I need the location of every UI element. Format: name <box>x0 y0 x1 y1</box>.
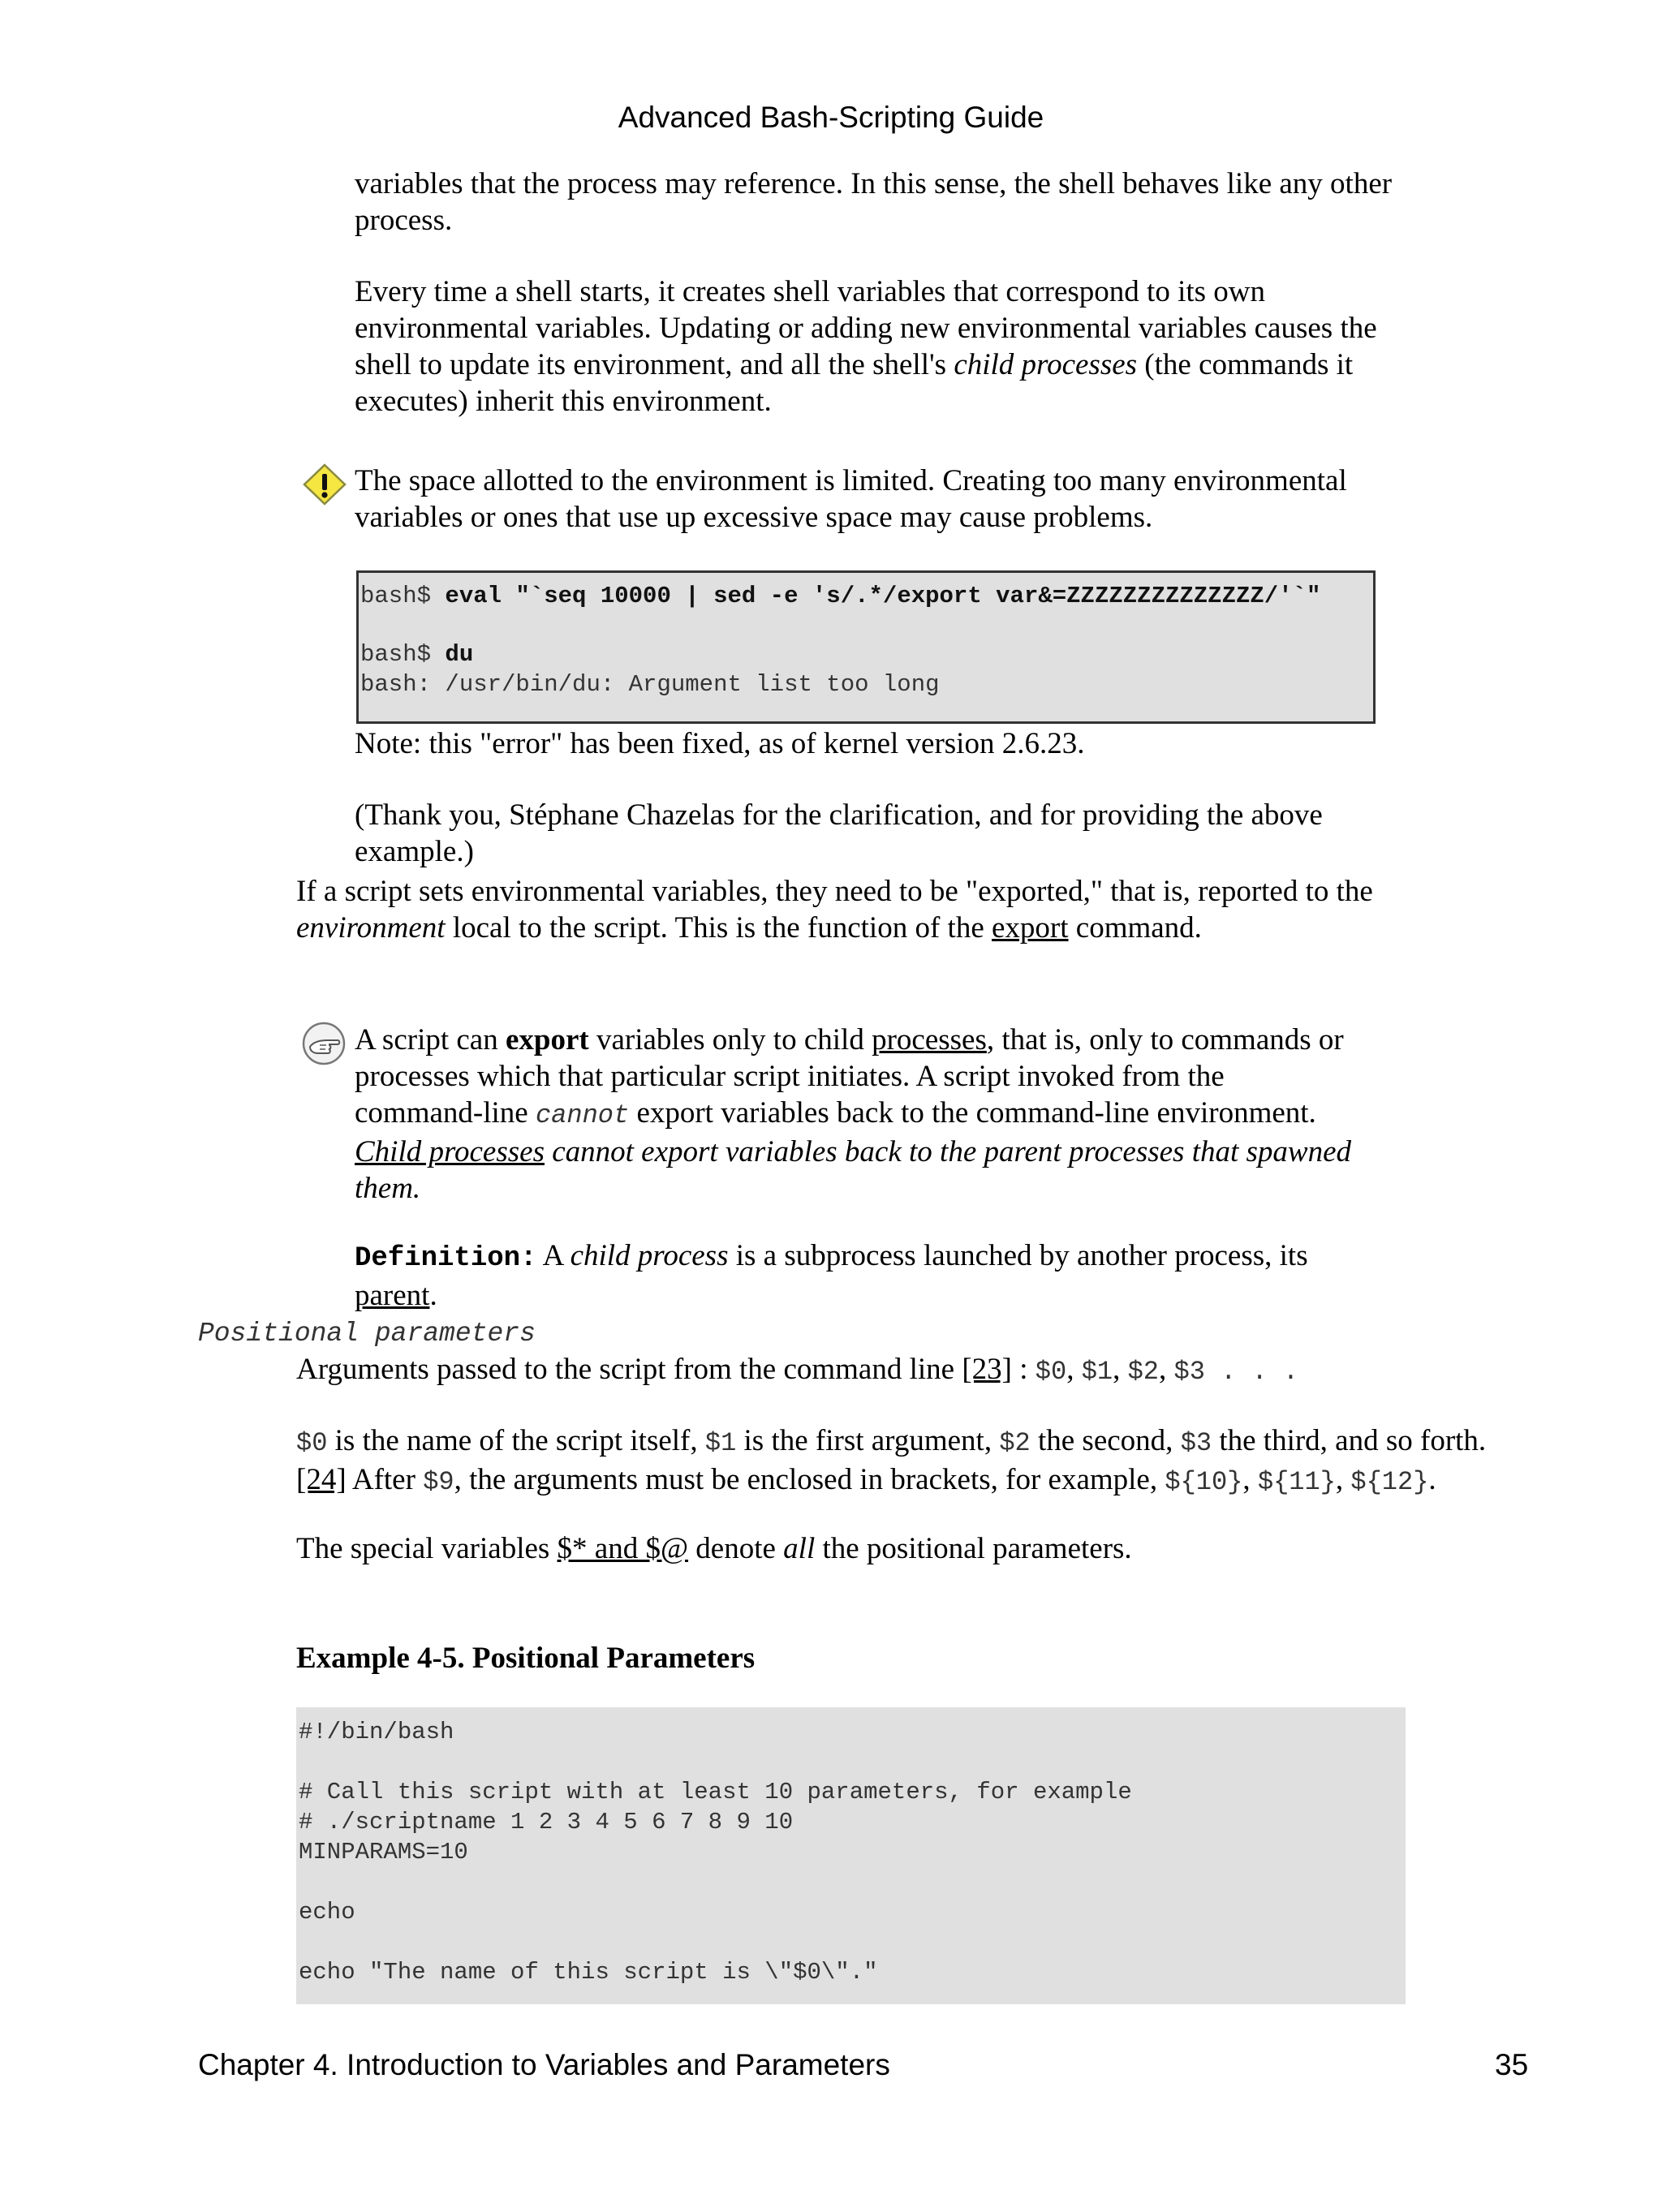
export-link[interactable]: export <box>992 911 1069 945</box>
tip-text: A script can export variables only to child processes, that is, only to commands or processes which that particular script initiates. A script invoked from the command-line cannot export variables back to the command-line environment. Child processes cannot export variables back to the parent processes that spawned them. <box>355 1023 1352 1205</box>
pointing-hand-icon <box>300 1021 347 1066</box>
intro-paragraph-1: variables that the process may reference. In this sense, the shell behaves like any other process. <box>355 167 1393 237</box>
special-variables-link[interactable]: $* and $@ <box>557 1532 689 1565</box>
example-code-box <box>296 1707 1406 2004</box>
footer-chapter: Chapter 4. Introduction to Variables and Parameters <box>198 2048 890 2081</box>
screen-line-1: bash$ eval "`seq 10000 | sed -e 's/.*/export var&=ZZZZZZZZZZZZZZ/'`" <box>360 583 1321 609</box>
example-code: #!/bin/bash # Call this script with at least 10 parameters, for example # ./scriptname 1 2 3 4 5 6 7 8 9 10 MINPARAMS=10 echo echo "The name of this script is \"$0\"." <box>299 1719 1132 1986</box>
positional-parameters-term: Positional parameters <box>198 1319 536 1349</box>
screen-output-box <box>356 570 1376 724</box>
example-title: Example 4-5. Positional Parameters <box>296 1642 756 1675</box>
warning-icon <box>302 463 347 506</box>
screen-line-3: bash: /usr/bin/du: Argument list too long <box>360 671 940 698</box>
page-header: Advanced Bash-Scripting Guide <box>618 101 1044 134</box>
positional-line-1: Arguments passed to the script from the command line [23] : $0, $1, $2, $3 . . . <box>296 1353 1299 1387</box>
footer-page-number: 35 <box>1495 2048 1529 2081</box>
positional-paragraph-2: $0 is the name of the script itself, $1 is the first argument, $2 the second, $3 the third, and so forth. [24] After $9, the arguments must be enclosed in brackets, for example, ${10}, ${11}, ${12}. <box>296 1424 1487 1497</box>
parent-link[interactable]: parent <box>355 1279 430 1312</box>
footnote-24-link[interactable]: [24] <box>296 1463 347 1496</box>
warning-text: The space allotted to the environment is limited. Creating too many environmental variables or ones that use up excessive space may cause problems. <box>355 464 1347 534</box>
footnote-23-link[interactable]: [23] <box>962 1353 1012 1386</box>
note-text: Note: this "error" has been fixed, as of kernel version 2.6.23. <box>355 727 1085 760</box>
thanks-text: (Thank you, Stéphane Chazelas for the clarification, and for providing the above example.) <box>355 798 1323 868</box>
special-variables-paragraph: The special variables $* and $@ denote all the positional parameters. <box>296 1532 1132 1565</box>
definition-text: Definition: A child process is a subprocess launched by another process, its parent. <box>355 1239 1308 1312</box>
export-paragraph: If a script sets environmental variables, they need to be "exported," that is, reported to the environment local to the script. This is the function of the export command. <box>296 875 1373 945</box>
intro-paragraph-2: Every time a shell starts, it creates shell variables that correspond to its own environmental variables. Updating or adding new environmental variables causes the shell to update its environment, and all the shell's child processes (the commands it executes) inherit this environment. <box>355 275 1377 418</box>
screen-line-2: bash$ du <box>360 641 474 668</box>
processes-link[interactable]: processes <box>872 1023 987 1057</box>
child-processes-link[interactable]: Child processes <box>355 1135 545 1168</box>
